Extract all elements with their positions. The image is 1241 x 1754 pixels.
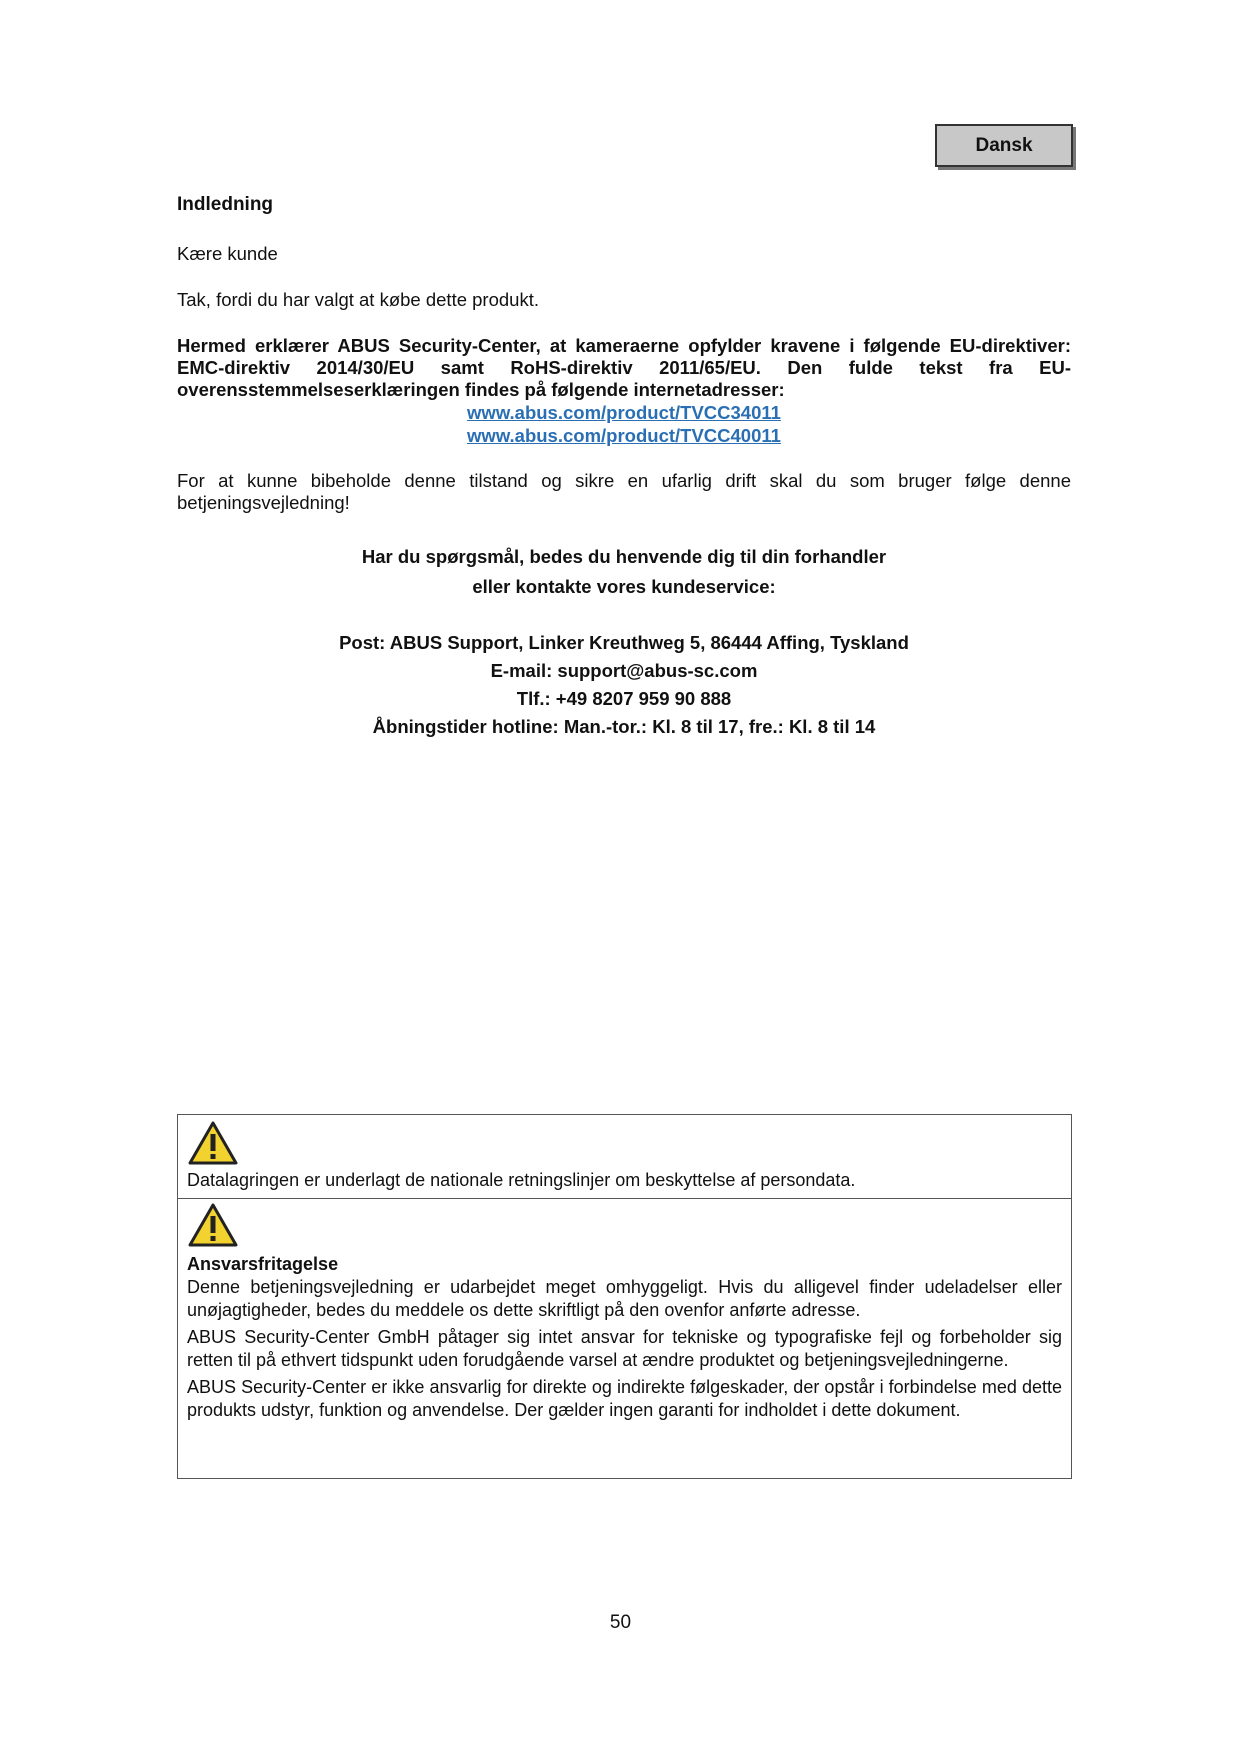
- declaration-links: [177, 401, 1071, 447]
- link-tvcc34011[interactable]: www.abus.com/product/TVCC34011: [467, 402, 781, 423]
- contact-phone: Tlf.: +49 8207 959 90 888: [516, 688, 732, 709]
- questions-block: [177, 542, 1071, 602]
- disclaimer-title: Ansvarsfritagelse: [187, 1254, 339, 1274]
- disclaimer-notice: [178, 1199, 1071, 1478]
- contact-hours: Åbningstider hotline: Man.-tor.: Kl. 8 til 17, fre.: Kl. 8 til 14: [372, 716, 876, 737]
- notice-box: [177, 1114, 1072, 1479]
- language-tab: Dansk: [935, 124, 1073, 167]
- disclaimer-paragraph-2: ABUS Security-Center GmbH påtager sig intet ansvar for tekniske og typografiske fejl og forbeholder sig retten til på ethvert tidspunkt uden forudgående varsel at ændre produktet og betjeningsvejledningerne.: [187, 1327, 1062, 1370]
- disclaimer-paragraph-3: ABUS Security-Center er ikke ansvarlig for direkte og indirekte følgeskader, der opstår i forbindelse med dette produkts udstyr, funktion og anvendelse. Der gælder ingen garanti for indholdet i dette dokument.: [187, 1377, 1062, 1420]
- warning-triangle-icon: [187, 1120, 239, 1166]
- questions-line-1: Har du spørgsmål, bedes du henvende dig til din forhandler: [361, 546, 887, 567]
- data-protection-notice: [178, 1115, 1071, 1199]
- greeting-text: Kære kunde: [177, 243, 278, 264]
- contact-block: [177, 629, 1071, 741]
- page-number: 50: [609, 1612, 632, 1633]
- section-heading: Indledning: [177, 194, 274, 215]
- disclaimer-content: [187, 1253, 1062, 1426]
- operation-note: For at kunne bibeholde denne tilstand og sikre en ufarlig drift skal du som bruger følge denne betjeningsvejledning!: [177, 470, 1071, 513]
- thanks-text: Tak, fordi du har valgt at købe dette produkt.: [177, 289, 539, 310]
- contact-post: Post: ABUS Support, Linker Kreuthweg 5, 86444 Affing, Tyskland: [339, 632, 909, 653]
- contact-email: E-mail: support@abus-sc.com: [490, 660, 758, 681]
- eu-declaration-text: Hermed erklærer ABUS Security-Center, at kameraerne opfylder kravene i følgende EU-direktiver: EMC-direktiv 2014/30/EU samt RoHS-direktiv 2011/65/EU. Den fulde tekst fra EU-overensstemmelseserklæringen findes på følgende internetadresser:: [177, 335, 1071, 400]
- link-tvcc40011[interactable]: www.abus.com/product/TVCC40011: [467, 425, 781, 446]
- disclaimer-paragraph-1: Denne betjeningsvejledning er udarbejdet meget omhyggeligt. Hvis du alligevel finder udeladelser eller unøjagtigheder, bedes du meddele os dette skriftligt på den ovenfor anførte adresse.: [187, 1277, 1062, 1320]
- questions-line-2: eller kontakte vores kundeservice:: [472, 576, 776, 597]
- warning-triangle-icon: [187, 1202, 239, 1248]
- data-protection-text: Datalagringen er underlagt de nationale retningslinjer om beskyttelse af persondata.: [187, 1170, 856, 1190]
